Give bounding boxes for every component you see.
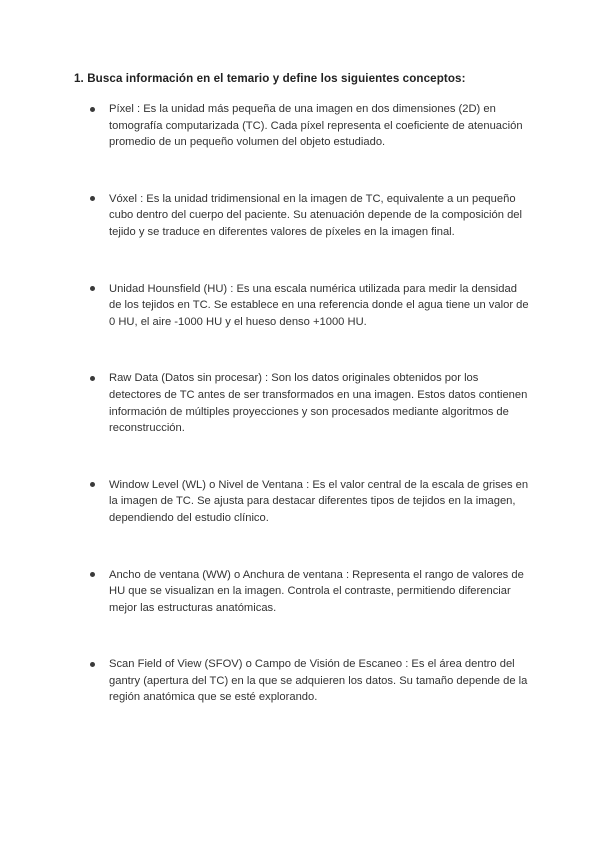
bullet-icon — [90, 376, 95, 381]
question-heading: 1. Busca información en el temario y define los siguientes conceptos: — [74, 72, 466, 85]
list-item-text: Raw Data (Datos sin procesar) : Son los datos originales obtenidos por los detectores de TC antes de ser transformados en una imagen. Estos datos contienen información de múltiples proyecciones y son procesados mediante algoritmos de reconstrucción. — [109, 372, 528, 435]
list-item-sfov — [90, 656, 530, 706]
bullet-icon — [90, 107, 95, 112]
list-item-raw-data — [90, 370, 530, 436]
bullet-icon — [90, 662, 95, 667]
bullet-icon — [90, 286, 95, 291]
list-item-hounsfield — [90, 281, 530, 331]
list-item-text: Unidad Hounsfield (HU) : Es una escala numérica utilizada para medir la densidad de los tejidos en TC. Se establece en una referencia donde el agua tiene un valor de 0 HU, el aire -1000 HU y el hueso denso +1000 HU. — [109, 282, 529, 328]
list-item-window-level — [90, 477, 530, 527]
bullet-icon — [90, 196, 95, 201]
list-item-window-width — [90, 567, 530, 617]
list-item-text: Scan Field of View (SFOV) o Campo de Visión de Escaneo : Es el área dentro del gantry (apertura del TC) en la que se adquieren los datos. Su tamaño depende de la región anatómica que se esté explorando. — [109, 658, 528, 704]
list-item-text: Window Level (WL) o Nivel de Ventana : Es el valor central de la escala de grises en la imagen de TC. Se ajusta para destacar diferentes tipos de tejidos en la imagen, dependiendo del estudio clínico. — [109, 478, 529, 524]
bullet-icon — [90, 482, 95, 487]
list-item-text: Píxel : Es la unidad más pequeña de una imagen en dos dimensiones (2D) en tomografía computarizada (TC). Cada píxel representa el coeficiente de atenuación promedio de un pequeño volumen del objeto estudiado. — [109, 103, 523, 149]
list-item-pixel — [90, 101, 530, 151]
list-item-text: Vóxel : Es la unidad tridimensional en la imagen de TC, equivalente a un pequeño cubo dentro del cuerpo del paciente. Su atenuación depende de la composición del tejido y se traduce en diferentes valores de píxeles en la imagen final. — [109, 192, 522, 238]
concept-list — [90, 101, 530, 746]
bullet-icon — [90, 572, 95, 577]
list-item-text: Ancho de ventana (WW) o Anchura de ventana : Representa el rango de valores de HU que se visualizan en la imagen. Controla el contraste, permitiendo diferenciar mejor las estructuras anatómicas. — [109, 568, 524, 614]
list-item-voxel — [90, 191, 530, 241]
